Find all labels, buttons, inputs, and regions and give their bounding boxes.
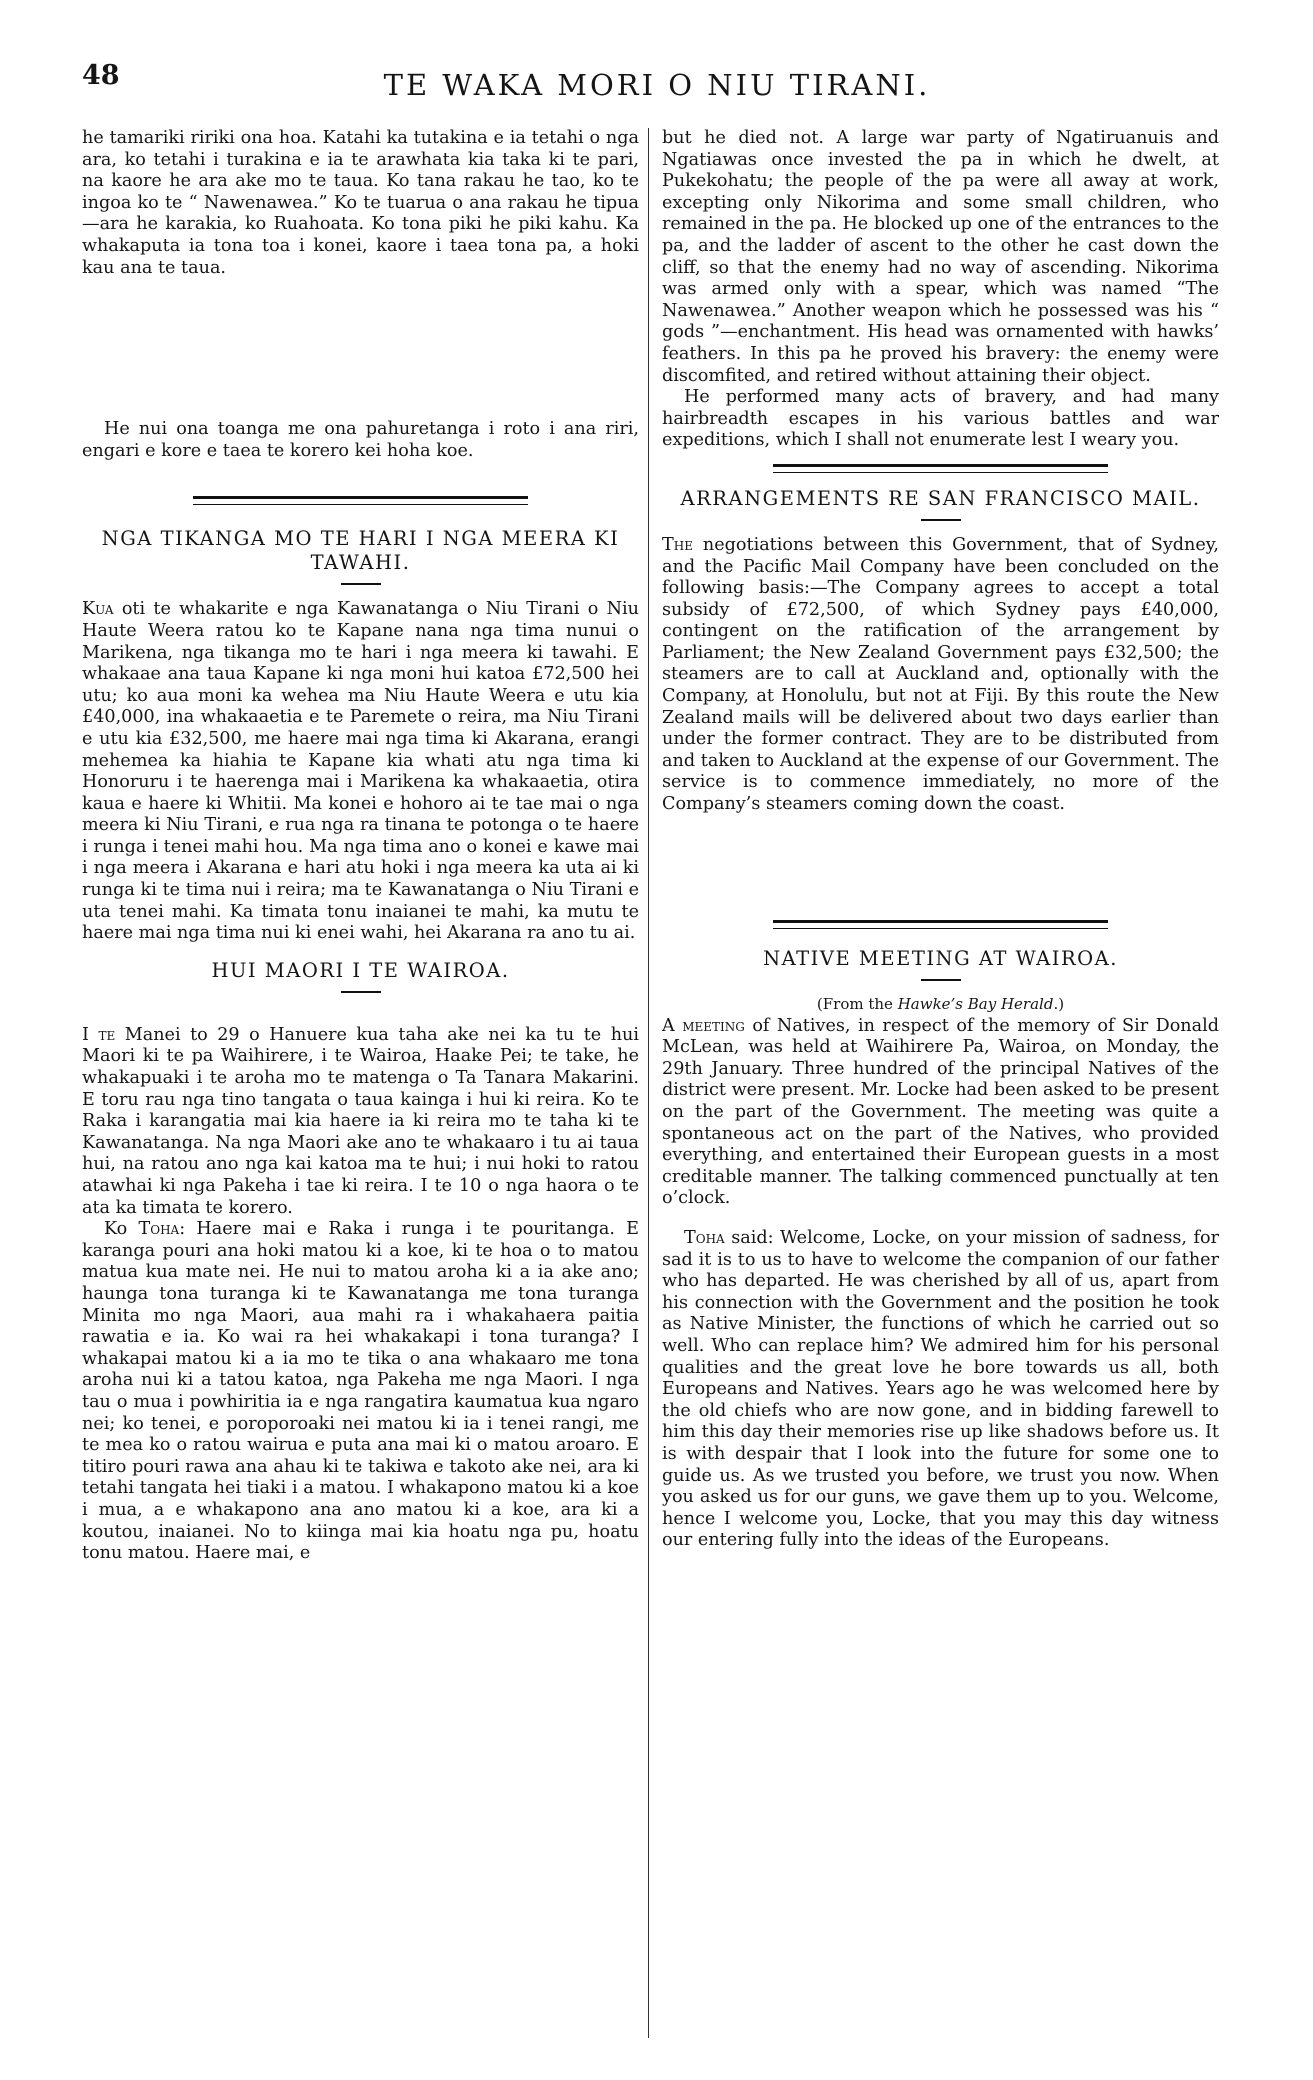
continued-story-closing-english: He performed many acts of bravery, and had many hairbreadth escapes in his various battles and war expeditions, which I shall not enumerate lest I weary you. (662, 387, 1219, 451)
article-body-hui: I te Manei to 29 o Hanuere kua taha ake nei ka tu te hui Maori ki te pa Waihirere, i te Wairoa, Haake Pei; te take, he whakapuaki i te aroha mo te matenga o Ta Tanara Makarini. E toru rau nga tino tangata o taua kainga i hui ki reira. Ko te Raka i karangatia mai kia haere ia ki reira mo te taha ki te Kawanatanga. Na nga Maori ake ano te whakaaro i tu ai taua hui, na ratou ano nga kai katoa ma te hui; i nui hoki to ratou atawhai ki nga Pakeha i tae ki reira. I te 10 o nga haora o te ata ka timata te korero. (82, 1024, 639, 1218)
article-body-mail: Kua oti te whakarite e nga Kawanatanga o Niu Tirani o Niu Haute Weera ratou ko te Kapane nana nga tima nunui o Marikena, nga tikanga mo te hari i nga meera ki tawahi. E whakaae ana taua Kapane ki nga moni hui katoa £72,500 hei utu; ko aua moni ka wehea ma Niu Haute Weera e utu kia £40,000, ina whakaaetia e te Paremete o reira, ma Niu Tirani e utu kia £32,500, me haere mai nga tima ki Akarana, erangi mehemea ka hiahia te Kapane kia whati atu nga tima ki Honoruru i te haerenga mai i Marikena ka whakaaetia, otira kaua e haere ki Whitii. Ma konei e hohoro ai te tae mai o nga meera ki Niu Tirani, e rua nga ra tinana te potonga o te haere i runga i tenei mahi hou. Ma nga tima ano o konei e kawe mai i nga meera i Akarana e hari atu hoki i nga meera ka uta ai ki runga ki te tima nui i reira; ma te Kawanatanga o Niu Tirani e uta tenei mahi. Ka timata tonu inaianei te mahi, ka mutu te haere mai nga tima nui ki enei wahi, hei Akarana ra ano tu ai. (82, 599, 639, 944)
article-title-sf-mail: ARRANGEMENTS RE SAN FRANCISCO MAIL. (680, 486, 1201, 510)
continued-story-closing: He nui ona toanga me ona pahuretanga i roto i ana riri, engari e kore e taea te korero kei hoha koe. (82, 419, 639, 461)
article-title-native-meeting: NATIVE MEETING AT WAIROA. (763, 946, 1118, 970)
lead-word: The (662, 534, 693, 555)
speech-toha-english: Toha said: Welcome, Locke, on your mission of sadness, for sad it is to us to have to welcome the companion of our father who has departed. He was cherished by all of us, apart from his connection with the Government and the position he took as Native Minister, the functions of which he carried out so well. Who can replace him? We admired him for his personal qualities and the great love he bore towards us all, both Europeans and Natives. Years ago he was welcomed here by the old chiefs who are now gone, and in bidding farewell to him this day their memories rise up like shadows before us. It is with despair that I look into the future for some one to guide us. As we trusted you before, we trust you now. When you asked us for our guns, we gave them up to you. Welcome, hence I welcome you, Locke, that you may this day witness our entering fully into the ideas of the Europeans. (662, 1227, 1219, 1551)
column-divider (648, 128, 649, 2038)
section-rule (773, 464, 1107, 473)
page-header (82, 60, 1232, 110)
article-title-mail: NGA TIKANGA MO TE HARI I NGA MEERA KI TAWAHI. (101, 527, 620, 575)
section-rule (193, 496, 527, 505)
speaker-name: Toha (684, 1227, 725, 1248)
title-rule (341, 583, 381, 585)
speech-toha-maori: Ko Toha: Haere mai e Raka i runga i te pouritanga. E karanga pouri ana hoki matou ki a koe, ki te hoa o to matou matua kua mate nei. He nui to matou aroha ki a ia ake ano; haunga tona turanga ki te Kawanatanga me tona turanga Minita mo nga Maori, aua mahi ra i whakahaera paitia rawatia e ia. Ko wai ra hei whakakapi i tona turanga? I whakapai matou ki a ia mo te tika o ana whakaaro me tona aroha nui ki a tatou katoa, nga Pakeha me nga Maori. I nga tau o mua i powhiritia ia e nga rangatira kaumatua kua ngaro nei; ko tenei, e poroporoaki nei matou ki ia i tenei rangi, me te mea ko o ratou wairua e puta ana mai ki o matou aroaro. E titiro pouri rawa ana ahau ki te takiwa e takoto ake nei, ara ki tetahi tangata hei tiaki i a matou. I whakapono matou ki a koe i mua, a e whakapono ana ano matou ki a koe, ara ki a koutou, inaianei. No to kiinga mai kia hoatu nga pu, hoatu tonu matou. Haere mai, e (82, 1219, 639, 1564)
page-number: 48 (82, 60, 120, 91)
lead-word: A meeting (662, 1015, 745, 1036)
continued-story-text-english: but he died not. A large war party of Ngatiruanuis and Ngatiawas once invested the pa in which he dwelt, at Pukekohatu; the people of the pa were all away at work, excepting only Nikorima and some small children, who remained in the pa. He blocked up one of the entrances to the pa, and the ladder of ascent to the other he cast down the cliff, so that the enemy had no way of ascending. Nikorima was armed only with a spear, which was named “The Nawenawea.” Another weapon which he possessed was his “ gods ”—enchantment. His head was ornamented with hawks’ feathers. In this pa he proved his bravery: the enemy were discomfited, and retired without attaining their object. (662, 128, 1219, 386)
continued-story-text: he tamariki ririki ona hoa. Katahi ka tutakina e ia tetahi o nga ara, ko tetahi i turakina e ia te arawhata kia taka ki te pari, na kaore he ara ake mo te taua. Ko tana rakau he tao, ko te ingoa ko te “ Nawenawea.” Ko te tuarua o ana rakau he tipua—ara he karakia, ko Ruahoata. Ko tona piki he piki kahu. Ka whakaputa ia tona toa i konei, kaore i taea tona pa, a hoki kau ana te taua. (82, 128, 639, 278)
title-rule (921, 519, 961, 521)
article-title-hui: HUI MAORI I TE WAIROA. (211, 958, 510, 982)
lead-word: Kua (82, 599, 114, 620)
right-column-english (662, 128, 1219, 2048)
section-rule (773, 920, 1107, 929)
masthead-title: TE WAKA MORI O NIU TIRANI. (383, 68, 931, 102)
left-column-maori (82, 128, 639, 2048)
title-rule (921, 979, 961, 981)
speaker-name: Toha (138, 1219, 180, 1240)
article-body-sf-mail: The negotiations between this Government, that of Sydney, and the Pacific Mail Company have been concluded on the following basis:—The Company agrees to accept a total subsidy of £72,500, of which Sydney pays £40,000, contingent on the ratification of the arrangement by Parliament; the New Zealand Government pays £32,500; the steamers are to call at Auckland and, optionally with the Company, at Honolulu, but not at Fiji. By this route the New Zealand mails will be delivered about two days earlier than under the former contract. They are to be distributed from and taken to Auckland at the expense of our Government. The service is to commence immediately, no more of the Company’s steamers coming down the coast. (662, 534, 1219, 815)
article-source-line: (From the Hawke’s Bay Herald.) (816, 994, 1065, 1013)
source-publication: Hawke’s Bay Herald (897, 994, 1054, 1013)
title-rule (341, 991, 381, 993)
lead-word: I te (82, 1024, 116, 1045)
article-body-native-meeting: A meeting of Natives, in respect of the memory of Sir Donald McLean, was held at Waihirere Pa, Wairoa, on Monday, the 29th January. Three hundred of the principal Natives of the district were present. Mr. Locke had been asked to be present on the part of the Government. The meeting was quite a spontaneous act on the part of the Natives, who provided everything, and entertained their European guests in a most creditable manner. The talking commenced punctually at ten o’clock. (662, 1015, 1219, 1209)
